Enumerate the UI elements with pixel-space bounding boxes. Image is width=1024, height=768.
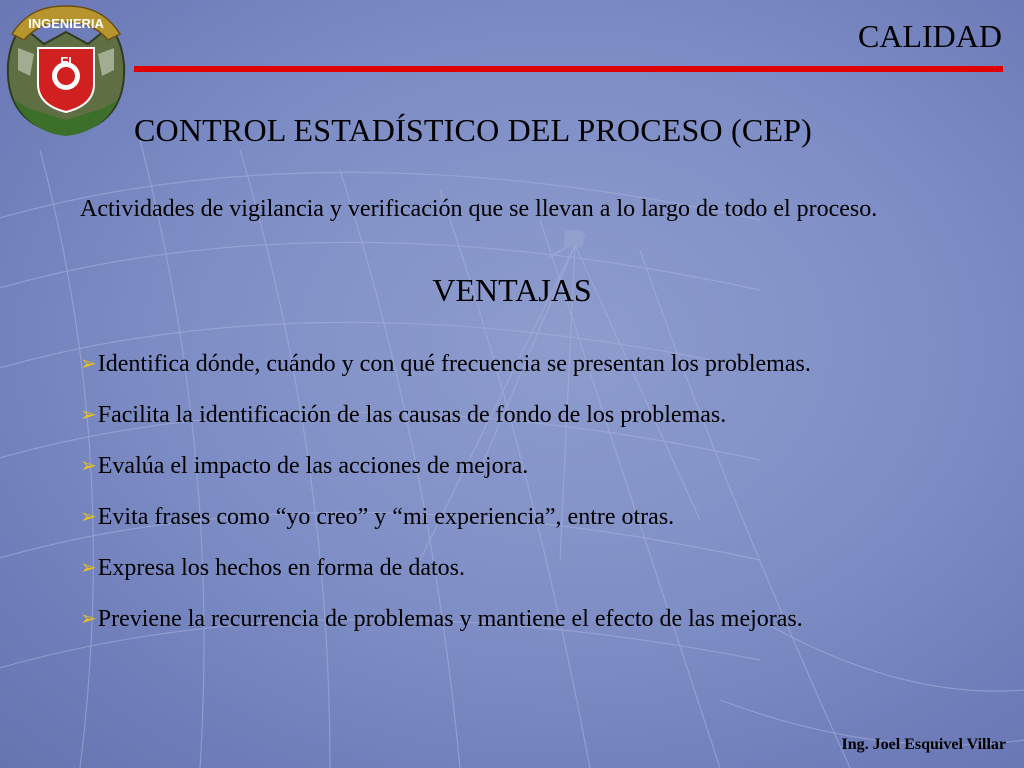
list-item <box>80 500 980 551</box>
list-item <box>80 347 980 398</box>
list-item <box>80 551 980 602</box>
list-item-text: Evalúa el impacto de las acciones de mejora. <box>97 453 529 479</box>
list-item-text: Evita frases como “yo creo” y “mi experiencia”, entre otras. <box>97 504 675 530</box>
arrow-bullet-icon: ➢ <box>80 608 97 630</box>
author-footer: Ing. Joel Esquivel Villar <box>841 736 1006 753</box>
section-title: CALIDAD <box>858 18 1002 54</box>
list-item <box>80 602 980 653</box>
list-item-text: Expresa los hechos en forma de datos. <box>97 555 465 581</box>
list-item <box>80 449 980 500</box>
arrow-bullet-icon: ➢ <box>80 506 97 528</box>
header-divider <box>134 66 1003 72</box>
section-heading: VENTAJAS <box>432 272 592 308</box>
arrow-bullet-icon: ➢ <box>80 353 97 375</box>
svg-text:FI: FI <box>60 54 72 69</box>
list-item-text: Previene la recurrencia de problemas y mantiene el efecto de las mejoras. <box>97 606 803 632</box>
arrow-bullet-icon: ➢ <box>80 557 97 579</box>
arrow-bullet-icon: ➢ <box>80 455 97 477</box>
intro-paragraph: Actividades de vigilancia y verificación que se llevan a lo largo de todo el proceso. <box>80 196 878 222</box>
list-item <box>80 398 980 449</box>
svg-text:INGENIERIA: INGENIERIA <box>28 16 104 31</box>
university-engineering-logo <box>4 4 128 142</box>
arrow-bullet-icon: ➢ <box>80 404 97 426</box>
slide-title: CONTROL ESTADÍSTICO DEL PROCESO (CEP) <box>134 112 813 148</box>
list-item-text: Facilita la identificación de las causas de fondo de los problemas. <box>97 402 727 428</box>
list-item-text: Identifica dónde, cuándo y con qué frecuencia se presentan los problemas. <box>97 351 811 377</box>
advantages-list <box>80 347 980 653</box>
